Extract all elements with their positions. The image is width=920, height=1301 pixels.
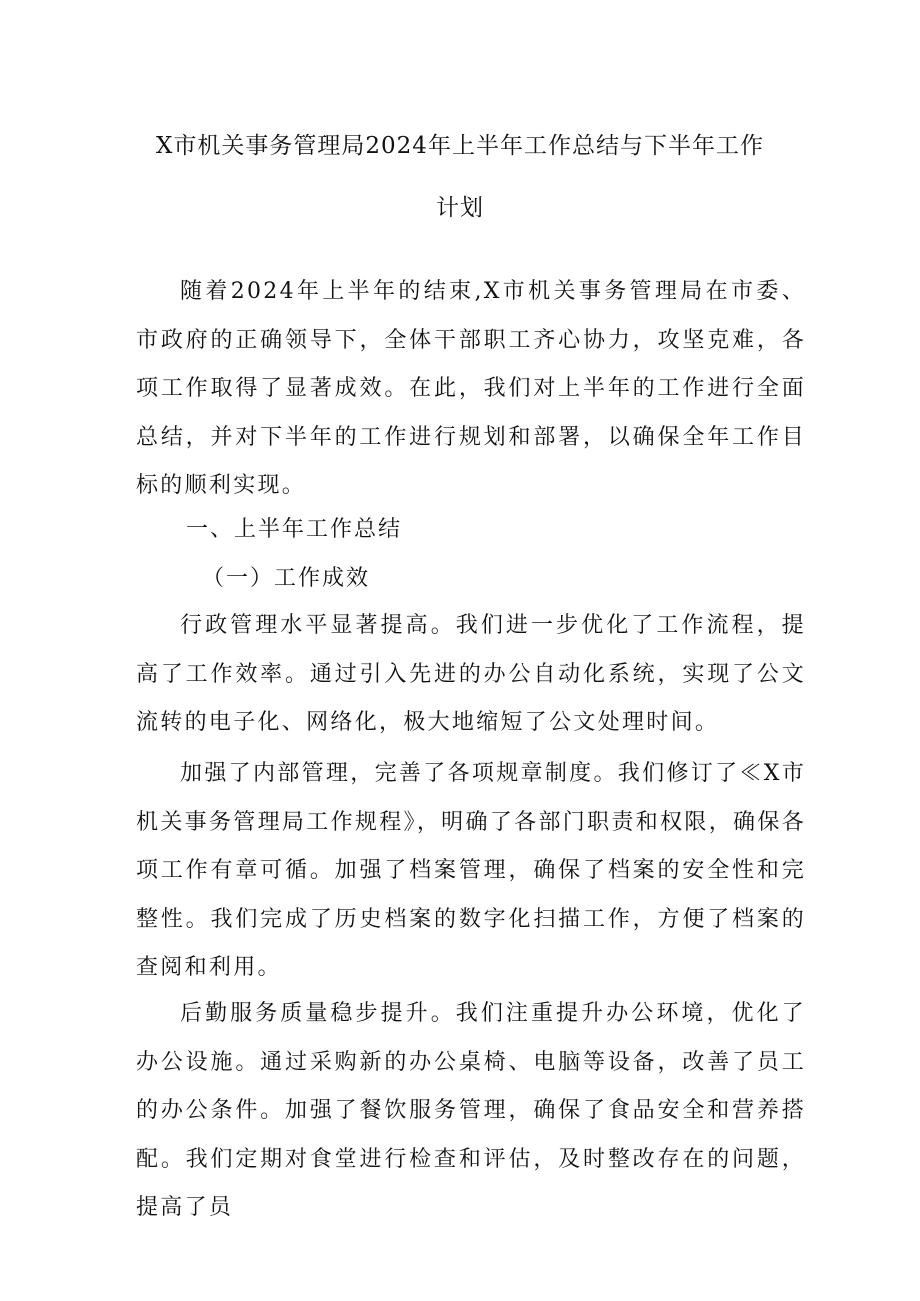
document-title-line-2: 计划 <box>436 195 484 221</box>
document-title-line-1: X市机关事务管理局2024年上半年工作总结与下半年工作 <box>156 133 764 159</box>
paragraph-administration: 行政管理水平显著提高。我们进一步优化了工作流程，提高了工作效率。通过引入先进的办公自动化系统，实现了公文流转的电子化、网络化，极大地缩短了公文处理时间。 <box>136 613 806 736</box>
intro-paragraph: 随着2024年上半年的结束,X市机关事务管理局在市委、市政府的正确领导下，全体干部职工齐心协力，攻坚克难，各项工作取得了显著成效。在此，我们对上半年的工作进行全面总结，并对下半年的工作进行规划和部署，以确保全年工作目标的顺利实现。 <box>136 279 806 499</box>
section-heading-summary: 一、上半年工作总结 <box>186 517 403 542</box>
paragraph-logistics-service: 后勤服务质量稳步提升。我们注重提升办公环境，优化了办公设施。通过采购新的办公桌椅、电脑等设备，改善了员工的办公条件。加强了餐饮服务管理，确保了食品安全和营养搭配。我们定期对食堂进行检查和评估，及时整改存在的问题，提高了员 <box>136 1001 806 1221</box>
subsection-heading-results: （一）工作成效 <box>202 566 371 591</box>
paragraph-internal-management: 加强了内部管理，完善了各项规章制度。我们修订了≪X市机关事务管理局工作规程》，明确了各部门职责和权限，确保各项工作有章可循。加强了档案管理，确保了档案的安全性和完整性。我们完成了历史档案的数字化扫描工作，方便了档案的查阅和利用。 <box>136 761 806 981</box>
